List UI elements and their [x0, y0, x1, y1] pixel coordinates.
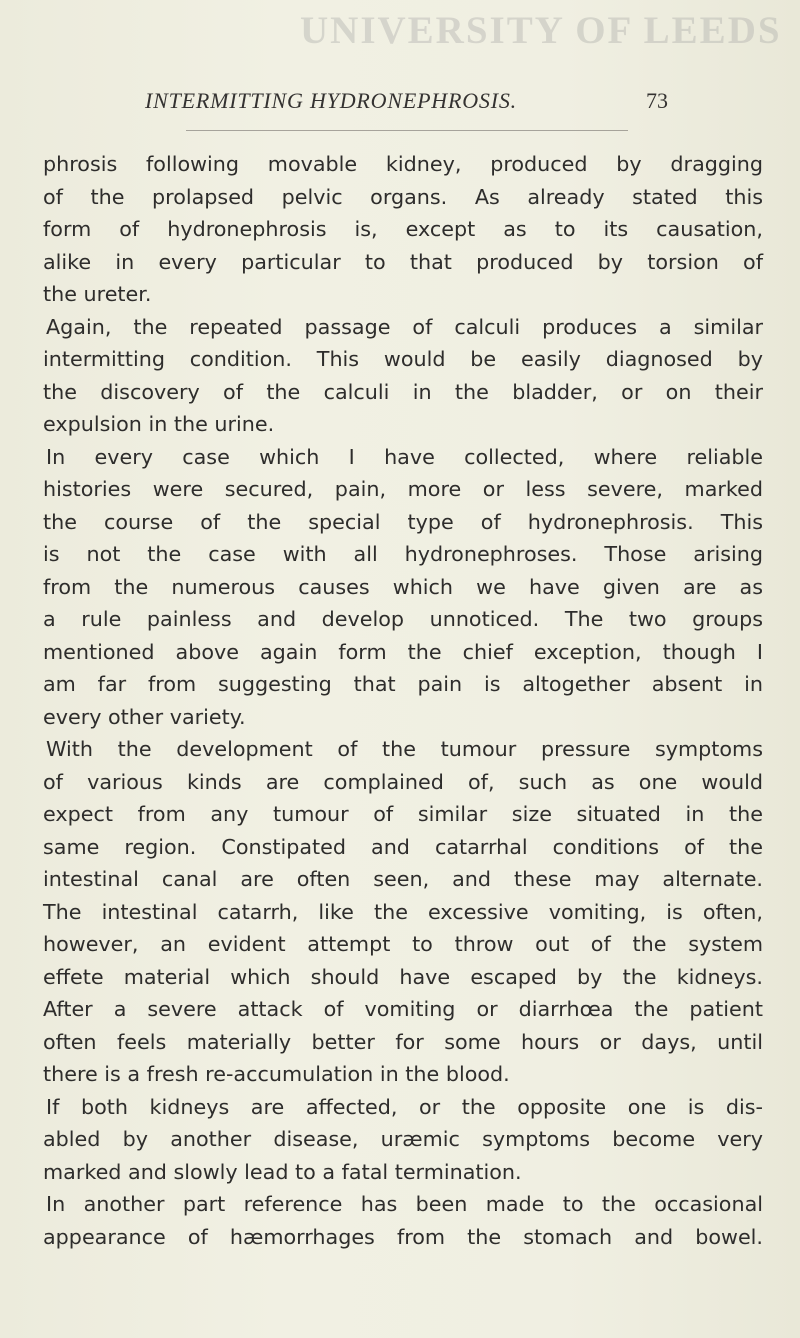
text-line: of various kinds are complained of, such as one would	[43, 769, 763, 794]
text-line: from the numerous causes which we have given are as	[43, 574, 763, 599]
text-line: abled by another disease, uræmic symptoms become very	[43, 1127, 763, 1151]
text-line: phrosis following movable kidney, produced by dragging	[43, 152, 763, 176]
text-line: of the prolapsed pelvic organs. As already stated this	[43, 184, 763, 209]
text-line: a rule painless and develop unnoticed. The two groups	[43, 607, 763, 631]
text-line: often feels materially better for some hours or days, until	[43, 1029, 763, 1054]
text-line: Again, the repeated passage of calculi produces a similar	[46, 314, 763, 339]
library-watermark: UNIVERSITY OF LEEDS	[300, 9, 782, 52]
text-line: histories were secured, pain, more or less severe, marked	[43, 477, 763, 501]
text-line: expect from any tumour of similar size situated in the	[43, 802, 763, 826]
text-line: In every case which I have collected, where reliable	[46, 444, 763, 469]
text-line: form of hydronephrosis is, except as to its causation,	[43, 217, 763, 241]
text-line: mentioned above again form the chief exception, though I	[43, 639, 763, 664]
text-line: alike in every particular to that produced by torsion of	[43, 249, 763, 274]
text-line: With the development of the tumour pressure symptoms	[46, 737, 763, 761]
text-line: intermitting condition. This would be easily diagnosed by	[43, 347, 763, 371]
text-line: every other variety.	[43, 704, 246, 729]
text-line: In another part reference has been made to the occasional	[46, 1192, 763, 1216]
text-line: effete material which should have escaped by the kidneys.	[43, 964, 763, 989]
text-line: same region. Constipated and catarrhal conditions of the	[43, 834, 763, 859]
text-line: there is a fresh re-accumulation in the blood.	[43, 1062, 510, 1086]
text-line: the discovery of the calculi in the bladder, or on their	[43, 379, 763, 404]
text-line: is not the case with all hydronephroses. Those arising	[43, 542, 763, 566]
text-line: am far from suggesting that pain is altogether absent in	[43, 672, 763, 696]
text-line: The intestinal catarrh, like the excessive vomiting, is often,	[43, 899, 763, 924]
text-line: If both kidneys are affected, or the opposite one is dis-	[46, 1094, 763, 1119]
text-line: intestinal canal are often seen, and these may alternate.	[43, 867, 763, 891]
text-line: the ureter.	[43, 282, 152, 306]
text-line: marked and slowly lead to a fatal termination.	[43, 1159, 522, 1184]
page-number: 73	[646, 88, 668, 113]
text-line: the course of the special type of hydronephrosis. This	[43, 509, 763, 534]
header-rule	[186, 130, 628, 131]
text-line: however, an evident attempt to throw out of the system	[43, 932, 763, 956]
chapter-title: INTERMITTING HYDRONEPHROSIS.	[145, 88, 517, 113]
text-line: appearance of hæmorrhages from the stomach and bowel.	[43, 1224, 763, 1249]
text-line: expulsion in the urine.	[43, 412, 275, 436]
body-text	[43, 148, 763, 1253]
text-line: After a severe attack of vomiting or diarrhœa the patient	[43, 997, 763, 1021]
running-header	[0, 88, 800, 128]
